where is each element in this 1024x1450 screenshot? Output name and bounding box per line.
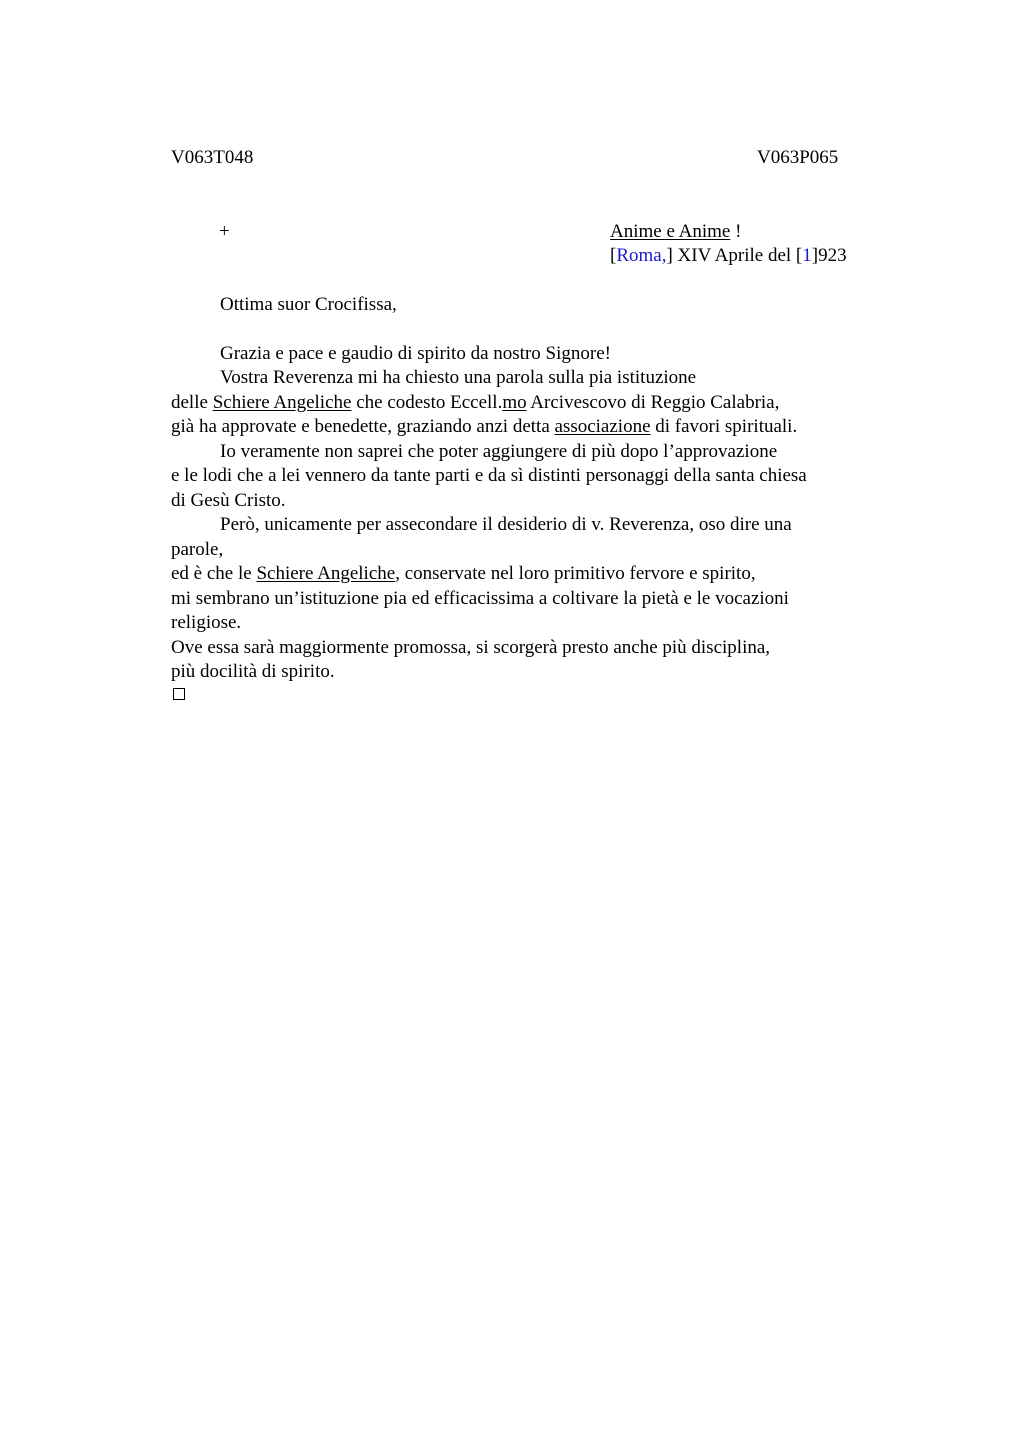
date-middle: ] XIV Aprile del [ xyxy=(666,245,803,266)
greeting-line: Grazia e pace e gaudio di spirito da nostro Signore! xyxy=(220,343,611,364)
motto-text: Anime e Anime xyxy=(610,221,731,242)
date-bracket-open: [ xyxy=(610,245,617,266)
date-digit: 1 xyxy=(802,245,812,266)
paragraph-4-line-1: Ove essa sarà maggiormente promossa, si scorgerà presto anche più disciplina, xyxy=(171,637,771,658)
date-place: Roma, xyxy=(616,245,667,266)
motto-suffix: ! xyxy=(730,221,742,242)
paragraph-3-line-2: parole, xyxy=(171,539,224,560)
underlined-abbrev: mo xyxy=(502,392,527,413)
text-run: Arcivescovo di Reggio Calabria, xyxy=(526,392,780,413)
end-box-icon xyxy=(173,688,185,700)
paragraph-1-line-1: Vostra Reverenza mi ha chiesto una parola sulla pia istituzione xyxy=(220,367,697,388)
underlined-term: Schiere Angeliche xyxy=(212,392,352,413)
paragraph-3-line-3 xyxy=(171,562,756,586)
paragraph-1-line-3 xyxy=(171,415,797,439)
text-run: , conservate nel loro primitivo fervore e spirito, xyxy=(395,563,756,584)
paragraph-2-line-1: Io veramente non saprei che poter aggiungere di più dopo l’approvazione xyxy=(220,441,778,462)
text-run: di favori spirituali. xyxy=(650,416,798,437)
date-year-rest: ]923 xyxy=(811,245,847,266)
paragraph-2-line-3: di Gesù Cristo. xyxy=(171,490,286,511)
paragraph-3-line-1: Però, unicamente per assecondare il desiderio di v. Reverenza, oso dire una xyxy=(220,514,792,535)
text-run: ed è che le xyxy=(171,563,257,584)
document-code-right: V063P065 xyxy=(757,147,839,168)
motto xyxy=(610,220,741,244)
paragraph-3-line-4: mi sembrano un’istituzione pia ed efficacissima a coltivare la pietà e le vocazioni xyxy=(171,588,789,609)
paragraph-1-line-2 xyxy=(171,391,779,415)
document-code-left: V063T048 xyxy=(171,147,254,168)
text-run: che codesto Eccell. xyxy=(351,392,503,413)
text-run: delle xyxy=(171,392,213,413)
paragraph-3-line-5: religiose. xyxy=(171,612,242,633)
cross-symbol: + xyxy=(219,221,230,242)
salutation: Ottima suor Crocifissa, xyxy=(220,294,397,315)
underlined-term: Schiere Angeliche xyxy=(256,563,396,584)
date-line xyxy=(610,244,847,268)
underlined-term: associazione xyxy=(554,416,651,437)
paragraph-4-line-2: più docilità di spirito. xyxy=(171,661,335,682)
text-run: già ha approvate e benedette, graziando anzi detta xyxy=(171,416,555,437)
paragraph-2-line-2: e le lodi che a lei vennero da tante parti e da sì distinti personaggi della santa chiesa xyxy=(171,465,807,486)
